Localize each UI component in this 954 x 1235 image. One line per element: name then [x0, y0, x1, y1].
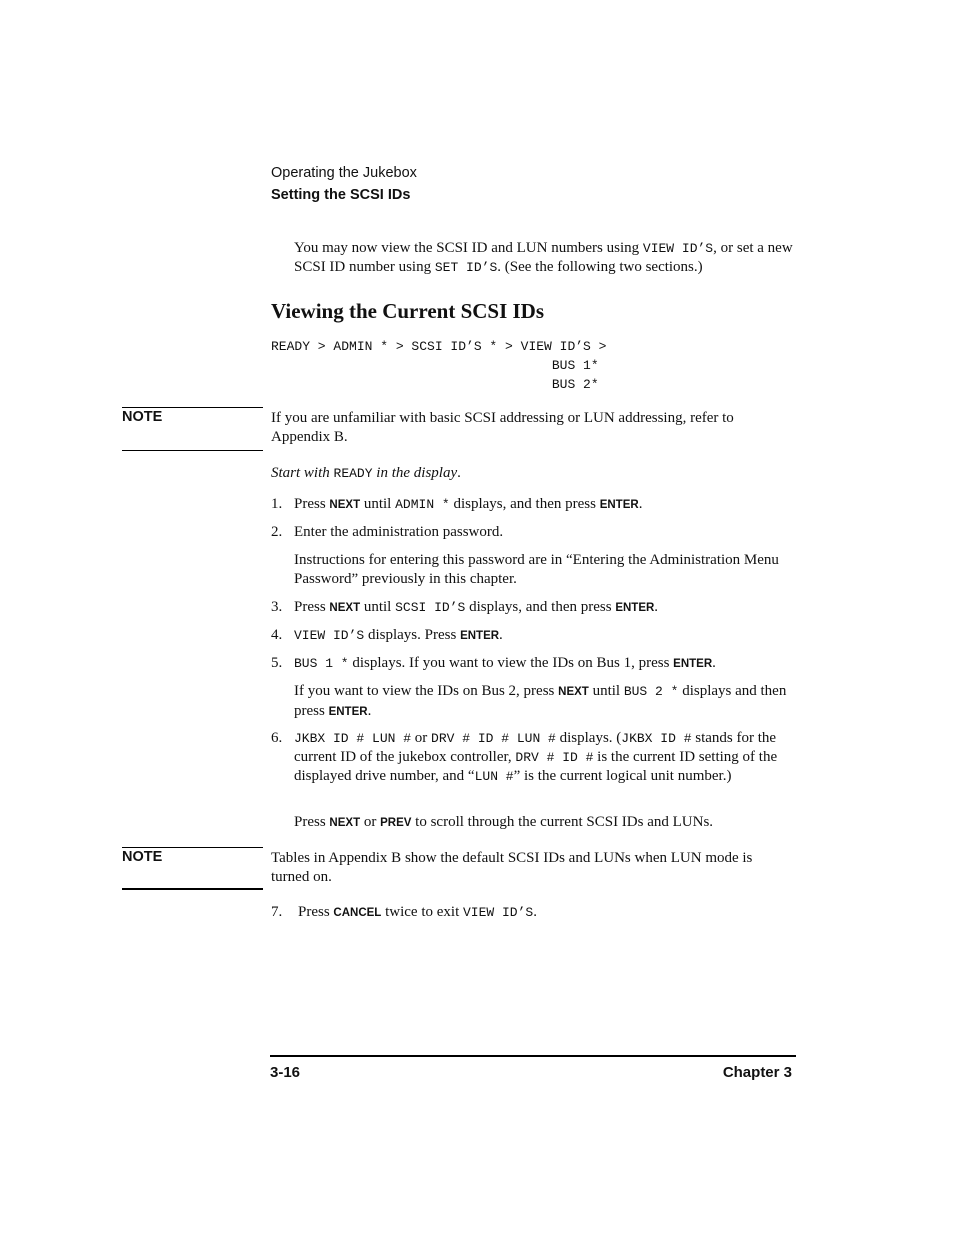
step-text: Enter the administration password.: [294, 524, 504, 540]
step-2-note: Instructions for entering this password are in “Entering the Administration Menu Password” previously in this chapter.: [294, 552, 779, 587]
next-key: NEXT: [329, 499, 361, 511]
step-text: displays. If you want to view the IDs on Bus 1, press: [348, 655, 674, 671]
start-instruction: [271, 464, 461, 483]
step-7: [271, 903, 796, 923]
step-text: until: [588, 683, 624, 699]
menu-path-line: READY > ADMIN * > SCSI ID’S * > VIEW ID’S >: [271, 339, 607, 354]
start-text: Start with: [271, 465, 334, 481]
step-6: [271, 729, 796, 786]
step-text: twice to exit: [381, 904, 463, 920]
jkbx-code: JKBX ID # LUN #: [294, 731, 412, 746]
section-heading: Viewing the Current SCSI IDs: [271, 299, 545, 323]
step-text: Press: [298, 904, 334, 920]
step-text: .: [712, 655, 716, 671]
step-text: or: [360, 814, 381, 830]
step-text: Press: [294, 496, 330, 512]
note-label: NOTE: [122, 409, 163, 425]
note-text: Tables in Appendix B show the default SCSI IDs and LUNs when LUN mode is turned on.: [271, 850, 753, 885]
view-ids-code: VIEW ID’S: [463, 905, 534, 920]
step-number: 6.: [271, 730, 283, 746]
enter-key: ENTER: [599, 499, 639, 511]
enter-key: ENTER: [328, 706, 368, 718]
step-text: displays. Press: [364, 627, 461, 643]
lun-code: LUN #: [474, 769, 514, 784]
step-text: displays and then press: [294, 683, 787, 719]
menu-path: [271, 337, 606, 394]
step-text: stands for the current ID of the jukebox controller,: [294, 730, 777, 765]
step-text: displays. (: [555, 730, 622, 746]
step-number: 1.: [271, 496, 283, 512]
step-1: [271, 495, 796, 515]
step-text: to scroll through the current SCSI IDs and LUNs.: [411, 814, 714, 830]
enter-key: ENTER: [615, 602, 655, 614]
intro-text: You may now view the SCSI ID and LUN numbers using: [294, 240, 643, 256]
intro-text: . (See the following two sections.): [497, 259, 703, 275]
footer-rule: [270, 1055, 796, 1057]
menu-path-line: BUS 2*: [271, 377, 599, 392]
step-text: displays, and then press: [465, 599, 616, 615]
step-2: [271, 523, 796, 542]
step-4: [271, 626, 796, 646]
step-number: 4.: [271, 627, 283, 643]
step-6-note: [294, 813, 796, 833]
page-number: 3-16: [270, 1064, 301, 1081]
cancel-key: CANCEL: [333, 907, 382, 919]
running-header-section: Operating the Jukebox: [271, 165, 417, 181]
step-text: .: [654, 599, 659, 615]
step-number: 3.: [271, 599, 283, 615]
step-text: Press: [294, 814, 330, 830]
step-text: until: [360, 599, 396, 615]
step-text: .: [533, 904, 537, 920]
start-text: .: [457, 465, 461, 481]
intro-text: , or set a new SCSI ID number using: [294, 240, 793, 275]
view-ids-code: VIEW ID’S: [294, 628, 365, 643]
step-3: [271, 598, 796, 618]
ready-code: READY: [333, 466, 373, 481]
start-text: in the display: [372, 465, 458, 481]
drv-id-code: DRV # ID #: [515, 750, 594, 765]
step-5-note: [294, 682, 796, 722]
note-top-rule: [122, 847, 263, 848]
bus-2-code: BUS 2 *: [623, 684, 679, 699]
step-text: If you want to view the IDs on Bus 2, press: [294, 683, 559, 699]
enter-key: ENTER: [673, 658, 713, 670]
step-number: 2.: [271, 524, 283, 540]
note-bottom-rule: [122, 888, 263, 890]
step-text: .: [367, 703, 372, 719]
chapter-label: Chapter 3: [722, 1064, 792, 1081]
drv-code: DRV # ID # LUN #: [431, 731, 556, 746]
note-bottom-rule: [122, 450, 263, 451]
step-text: or: [411, 730, 432, 746]
bus-1-code: BUS 1 *: [294, 656, 349, 671]
step-text: until: [360, 496, 396, 512]
step-text: Press: [294, 599, 330, 615]
intro-paragraph: [294, 239, 796, 277]
note-top-rule: [122, 407, 263, 408]
step-number: 7.: [271, 904, 283, 920]
next-key: NEXT: [329, 817, 361, 829]
running-header-subsection: Setting the SCSI IDs: [271, 187, 411, 203]
step-5: [271, 654, 796, 674]
enter-key: ENTER: [460, 630, 500, 642]
next-key: NEXT: [329, 602, 361, 614]
view-ids-code: VIEW ID’S: [642, 241, 714, 256]
note-text: If you are unfamiliar with basic SCSI addressing or LUN addressing, refer to Appendix B.: [271, 410, 734, 445]
step-text: .: [499, 627, 503, 643]
step-text: is the current ID setting of the displayed drive number, and “: [294, 749, 778, 784]
set-ids-code: SET ID’S: [434, 260, 498, 275]
scsi-ids-code: SCSI ID’S: [395, 600, 466, 615]
jkbx-id-code: JKBX ID #: [621, 731, 692, 746]
step-text: displays, and then press: [449, 496, 600, 512]
step-number: 5.: [271, 655, 283, 671]
note-label: NOTE: [122, 849, 163, 865]
menu-path-line: BUS 1*: [271, 358, 599, 373]
next-key: NEXT: [558, 686, 589, 698]
admin-code: ADMIN *: [395, 497, 450, 512]
step-text: ” is the current logical unit number.): [513, 768, 732, 784]
step-text: .: [638, 496, 643, 512]
prev-key: PREV: [380, 817, 412, 829]
